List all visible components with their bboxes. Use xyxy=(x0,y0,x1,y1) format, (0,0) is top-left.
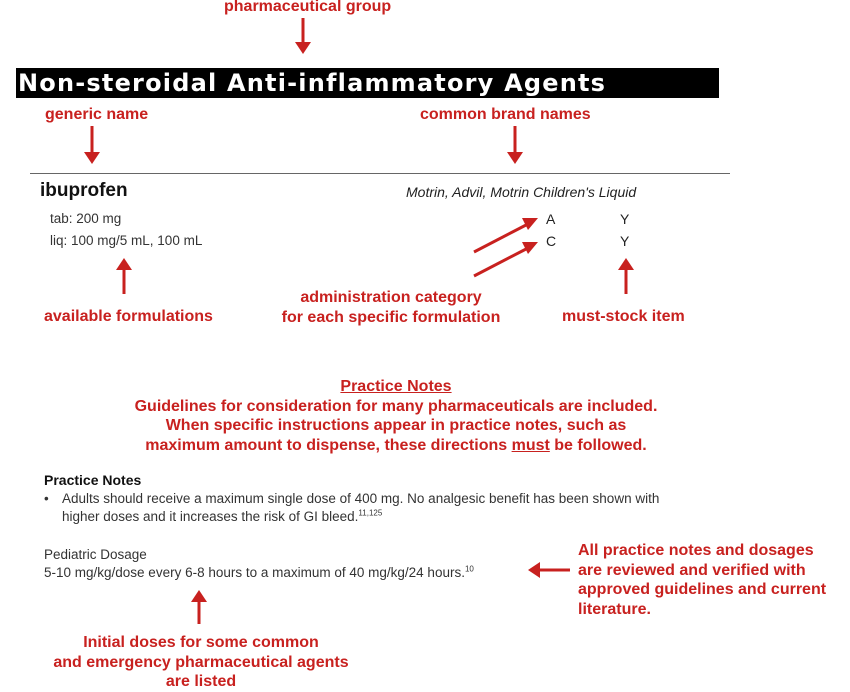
label-must-stock-item: must-stock item xyxy=(562,308,685,325)
brand-names: Motrin, Advil, Motrin Children's Liquid xyxy=(406,184,637,200)
diagonal-arrow-icon xyxy=(470,212,550,282)
admin-category: A xyxy=(546,211,556,227)
up-arrow-icon xyxy=(189,590,209,626)
practice-notes-heading: Practice Notes xyxy=(44,472,142,488)
label-administration-category: administration category for each specific formulation xyxy=(281,289,501,326)
formulation-row: liq: 100 mg/5 mL, 100 mL xyxy=(50,233,203,248)
section-banner: Non-steroidal Anti-inflammatory Agents xyxy=(16,68,719,98)
up-arrow-icon xyxy=(114,258,134,296)
pediatric-dosage-heading: Pediatric Dosage xyxy=(44,547,147,562)
formulation-row: tab: 200 mg xyxy=(50,211,122,226)
label-common-brand-names: common brand names xyxy=(420,106,591,123)
label-practice-notes-verified: All practice notes and dosages are reviewed and verified with approved guidelines and current literature. xyxy=(578,542,827,618)
admin-category: C xyxy=(546,233,557,249)
label-generic-name: generic name xyxy=(45,106,149,123)
generic-name: ibuprofen xyxy=(40,180,128,201)
down-arrow-icon xyxy=(82,126,102,166)
label-pharmaceutical-group: pharmaceutical group xyxy=(224,0,392,15)
practice-notes-callout: Practice Notes Guidelines for consideration for many pharmaceuticals are included. When specific instructions appear in practice notes, such as maximum amount to dispense, these directions must be followed. xyxy=(134,378,658,454)
down-arrow-icon xyxy=(293,18,313,56)
left-arrow-icon xyxy=(528,560,572,580)
must-stock-flag: Y xyxy=(620,211,630,227)
label-available-formulations: available formulations xyxy=(44,308,213,325)
divider xyxy=(30,173,730,174)
up-arrow-icon xyxy=(616,258,636,296)
down-arrow-icon xyxy=(505,126,525,166)
label-initial-doses: Initial doses for some common and emergency pharmaceutical agents are listed xyxy=(53,634,349,690)
pediatric-dosage-text: 5-10 mg/kg/dose every 6-8 hours to a maximum of 40 mg/kg/24 hours.$^{10}$ xyxy=(44,564,474,580)
practice-note-bullet: • Adults should receive a maximum single dose of 400 mg. No analgesic benefit has been shown with higher doses and it increases the risk of GI bleed.$^{11,125}$ xyxy=(44,491,660,524)
must-stock-flag: Y xyxy=(620,233,630,249)
